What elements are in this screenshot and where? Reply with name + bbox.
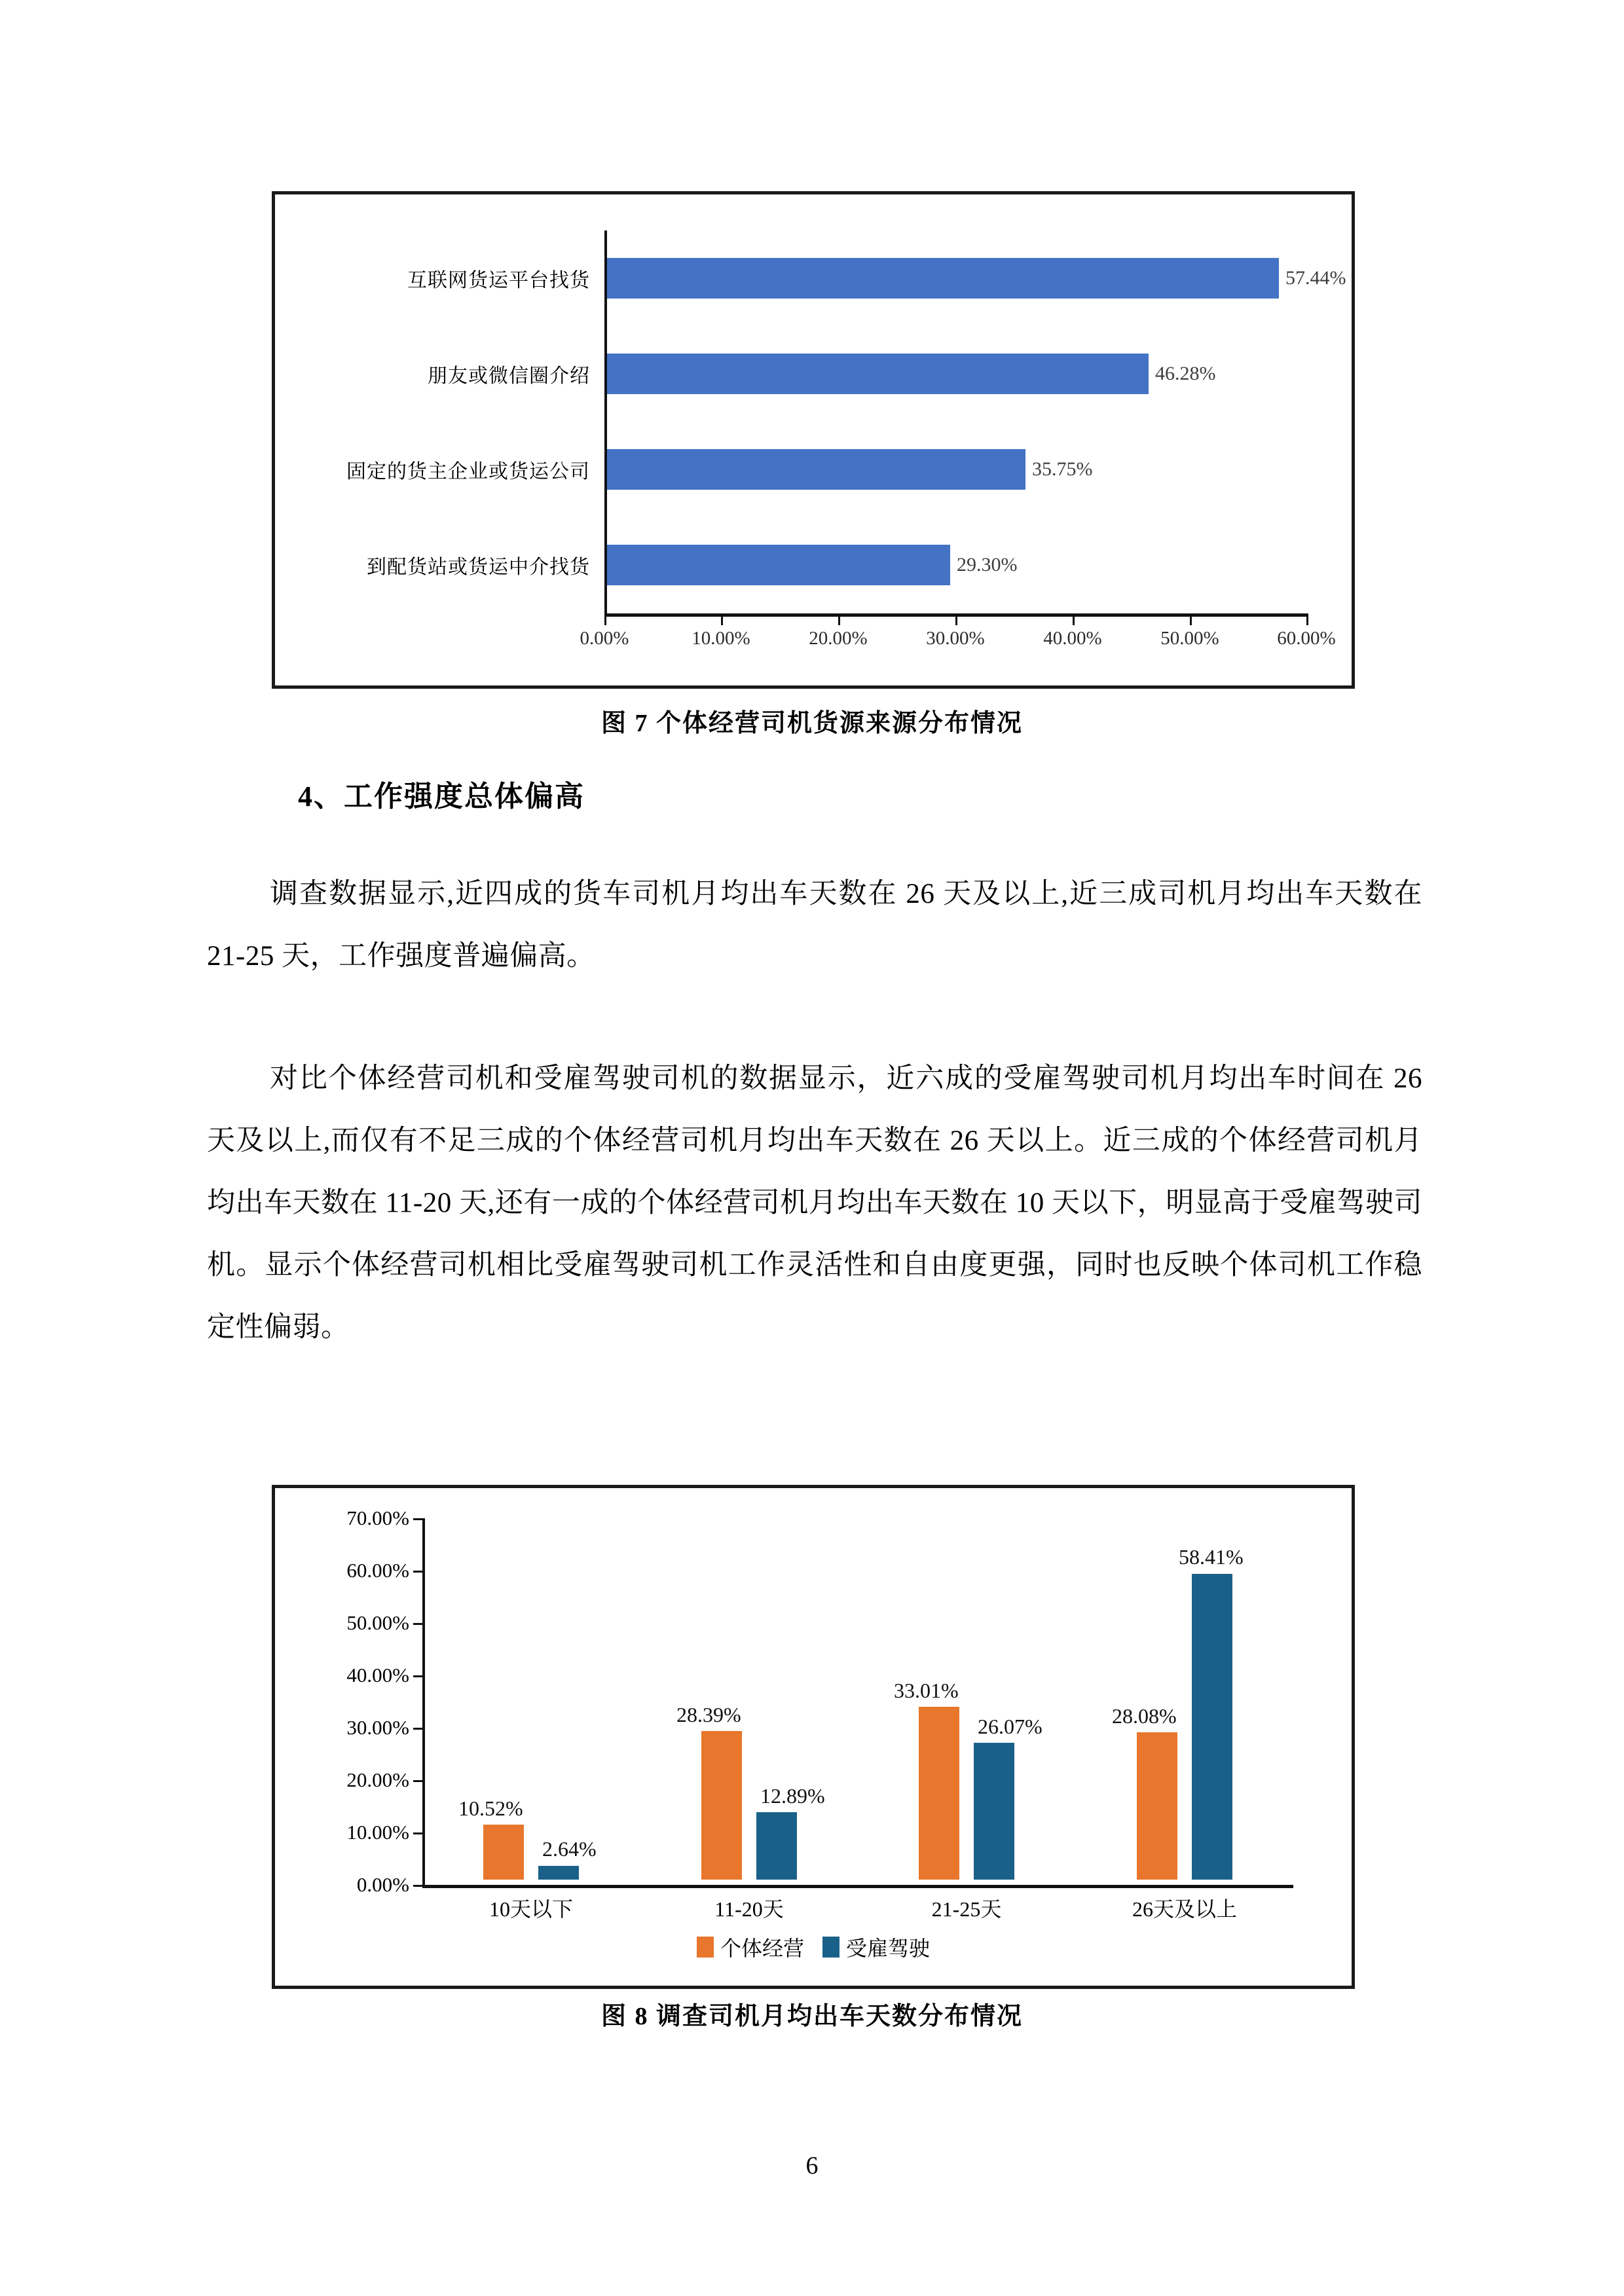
figure-8-category-label: 10天以下: [489, 1897, 574, 1921]
figure-8-ytick-label: 60.00%: [346, 1559, 409, 1582]
figure-7-xtick-label: 0.00%: [580, 628, 629, 649]
figure-8-column-wrap: [756, 1784, 825, 1880]
figure-8-ytick: [413, 1832, 425, 1834]
figure-7-caption: 图 7 个体经营司机货源来源分布情况: [600, 710, 1023, 737]
figure-8-category-label: 26天及以上: [1132, 1897, 1238, 1921]
page-number: 6: [805, 2152, 819, 2179]
figure-8-column-pair: [894, 1679, 1043, 1880]
figure-7-value-label: 35.75%: [1032, 458, 1093, 480]
figure-8-legend: [275, 1932, 1352, 1962]
figure-8-column-individual: [919, 1707, 959, 1880]
figure-7-xtick-label: 40.00%: [1043, 628, 1102, 649]
figure-8-chart: [272, 1485, 1355, 1989]
figure-7-category-label: 到配货站或货运中介找货: [367, 556, 590, 578]
figure-7-xtick: [1306, 613, 1308, 625]
figure-7-xtick: [838, 613, 840, 625]
figure-7-category-label: 朋友或微信圈介绍: [428, 365, 590, 387]
figure-8-column-wrap: [1112, 1704, 1177, 1880]
figure-8-legend-label: 受雇驾驶: [846, 1937, 931, 1960]
figure-8-caption: 图 8 调查司机月均出车天数分布情况: [600, 2003, 1023, 2030]
figure-8-ytick-label: 30.00%: [346, 1716, 409, 1739]
figure-8-value-label: 58.41%: [1179, 1545, 1244, 1569]
figure-7-xtick-label: 60.00%: [1277, 628, 1336, 649]
figure-8-column-wrap: [458, 1796, 524, 1880]
figure-7-xtick: [1073, 613, 1075, 625]
figure-8-column-wrap: [974, 1715, 1043, 1880]
figure-7-bar: [607, 354, 1149, 394]
figure-8-ytick-label: 40.00%: [346, 1664, 409, 1686]
section-heading: 4、工作强度总体偏高: [298, 780, 585, 812]
figure-7-bar-row: [275, 517, 1352, 613]
figure-7-xtick-label: 10.00%: [692, 628, 750, 649]
figure-8-value-label: 26.07%: [978, 1715, 1043, 1738]
figure-8-ytick: [413, 1571, 425, 1573]
figure-7-xtick-label: 50.00%: [1160, 628, 1219, 649]
figure-8-column-wrap: [538, 1837, 597, 1880]
paragraph-2: [207, 1048, 1422, 1358]
legend-swatch-icon: [822, 1937, 840, 1958]
figure-8-value-label: 33.01%: [894, 1679, 959, 1702]
figure-8-column-individual: [701, 1731, 742, 1880]
paragraph-1: [207, 863, 1422, 987]
figure-8-category-label: 11-20天: [714, 1897, 784, 1921]
figure-8-bar-group: [1103, 1513, 1266, 1880]
figure-7-bar-row: [275, 422, 1352, 517]
figure-8-ytick: [413, 1623, 425, 1625]
figure-7-value-label: 57.44%: [1285, 267, 1346, 289]
figure-8-value-label: 28.39%: [676, 1703, 741, 1726]
figure-8-legend-item-individual: [697, 1932, 804, 1962]
figure-8-column-individual: [1137, 1732, 1177, 1880]
figure-7-xtick: [1190, 613, 1192, 625]
figure-8-value-label: 2.64%: [542, 1837, 597, 1861]
figure-7-bar-group: [607, 230, 1346, 326]
figure-8-ytick-label: 10.00%: [346, 1821, 409, 1844]
figure-8-bar-group: [449, 1513, 613, 1880]
figure-8-bar-group: [885, 1513, 1048, 1880]
figure-7-plot-area: [275, 194, 1352, 685]
figure-8-column-employed: [1192, 1574, 1232, 1880]
figure-8-ytick: [413, 1675, 425, 1677]
figure-8-category-axis: [422, 1885, 1293, 1888]
figure-8-ytick-label: 20.00%: [346, 1768, 409, 1791]
figure-8-value-label: 28.08%: [1112, 1704, 1177, 1728]
figure-8-column-pair: [676, 1703, 825, 1880]
figure-7-value-label: 46.28%: [1155, 363, 1216, 384]
figure-8-bar-group: [667, 1513, 831, 1880]
figure-7-bar-group: [607, 517, 1018, 613]
figure-8-column-pair: [458, 1796, 597, 1880]
figure-8-column-employed: [538, 1866, 579, 1880]
paragraph-1-text: 调查数据显示,近四成的货车司机月均出车天数在 26 天及以上,近三成司机月均出车天数在 21-25 天，工作强度普遍偏高。: [207, 879, 1422, 972]
legend-swatch-icon: [697, 1937, 714, 1958]
figure-7-bar-group: [607, 326, 1216, 422]
figure-8-ytick: [413, 1885, 425, 1887]
figure-7-category-label: 固定的货主企业或货运公司: [346, 461, 590, 483]
figure-7-xtick-label: 30.00%: [926, 628, 985, 649]
figure-8-value-label: 12.89%: [760, 1784, 825, 1808]
figure-7-value-label: 29.30%: [957, 554, 1018, 575]
figure-8-column-pair: [1112, 1545, 1244, 1880]
figure-8-column-employed: [974, 1743, 1014, 1880]
figure-7-bar-group: [607, 422, 1093, 517]
figure-7-xtick: [604, 613, 606, 625]
figure-8-column-wrap: [1179, 1545, 1244, 1880]
figure-7-xtick: [721, 613, 723, 625]
figure-8-ytick: [413, 1728, 425, 1730]
figure-8-legend-item-employed: [822, 1932, 930, 1962]
figure-8-ytick: [413, 1518, 425, 1520]
figure-8-column-wrap: [894, 1679, 959, 1880]
figure-7-xtick-label: 20.00%: [809, 628, 868, 649]
figure-7-category-label: 互联网货运平台找货: [407, 270, 590, 291]
figure-8-category-label: 21-25天: [931, 1897, 1002, 1921]
figure-7-bar: [607, 258, 1279, 299]
figure-8-value-label: 10.52%: [458, 1796, 523, 1820]
figure-8-ytick-label: 70.00%: [346, 1506, 409, 1529]
paragraph-2-text: 对比个体经营司机和受雇驾驶司机的数据显示，近六成的受雇驾驶司机月均出车时间在 26 天及以上,而仅有不足三成的个体经营司机月均出车天数在 26 天以上。近三成的个体经营司机月均出车天数在 11-20 天,还有一成的个体经营司机月均出车天数在 10 天以下，明显高于受雇驾驶司机。显示个体经营司机相比受雇驾驶司机工作灵活性和自由度更强，同时也反映个体司机工作稳定性偏弱。: [207, 1063, 1422, 1343]
figure-8-legend-label: 个体经营: [720, 1937, 804, 1960]
figure-7-bar: [607, 545, 950, 585]
figure-7-bar: [607, 449, 1025, 490]
figure-8-ytick: [413, 1780, 425, 1782]
figure-7-bar-row: [275, 230, 1352, 326]
figure-7-bar-row: [275, 326, 1352, 422]
figure-8-column-wrap: [676, 1703, 742, 1880]
figure-7-xaxis-labels: [275, 628, 1352, 661]
figure-7-xtick: [955, 613, 957, 625]
figure-8-ytick-label: 50.00%: [346, 1611, 409, 1634]
figure-8-column-employed: [756, 1812, 797, 1880]
figure-8-ytick-label: 0.00%: [356, 1873, 409, 1896]
figure-7-chart: [272, 191, 1355, 689]
figure-8-column-individual: [483, 1825, 524, 1880]
